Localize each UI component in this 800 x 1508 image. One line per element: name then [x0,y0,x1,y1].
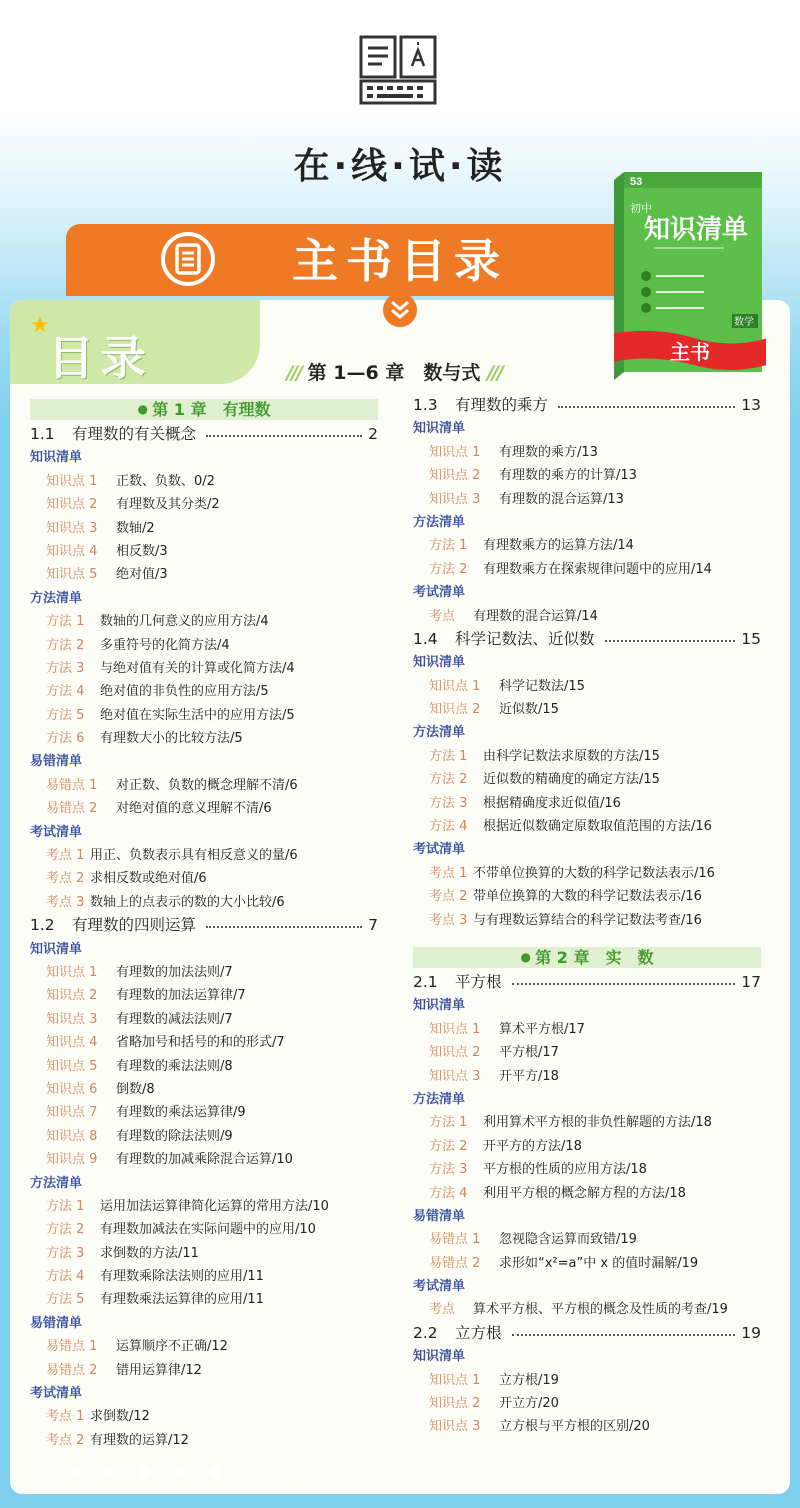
toc-entry[interactable] [30,1078,378,1101]
section-number: 2.2 [413,1323,438,1342]
category-label: 方法清单 [413,1091,466,1107]
section-number: 1.3 [413,396,438,414]
entry-label: 方法 3 [429,1162,468,1178]
entry-label: 易错点 1 [429,1232,481,1248]
toc-entry[interactable] [413,885,761,908]
entry-text: 忽视隐含运算而致错/19 [499,1232,637,1248]
toc-entry[interactable] [413,1135,761,1158]
entry-label: 知识点 3 [46,520,98,536]
dot-leader [558,406,735,408]
entry-text: 由科学记数法求原数的方法/15 [483,748,660,764]
page-dot[interactable] [140,1467,150,1477]
entry-label: 知识点 3 [46,1011,98,1027]
section-title: 有理数的四则运算 [72,916,197,935]
entry-text: 有理数加减法在实际问题中的应用/10 [100,1222,316,1238]
entry-label: 易错点 2 [46,801,98,817]
book-brand: 53 [630,176,643,188]
toc-entry[interactable] [30,774,378,797]
entry-text: 运用加法运算律简化运算的常用方法/10 [100,1198,329,1214]
entry-label: 方法 6 [46,731,85,747]
entry-text: 有理数的乘方的计算/13 [499,468,637,484]
toc-entry[interactable] [413,441,761,464]
page-number: 19 [741,1323,761,1342]
book-keyboard-icon [358,34,440,106]
entry-label: 考点 [429,1302,456,1318]
entry-label: 方法 1 [429,538,468,554]
entry-label: 知识点 4 [46,1035,98,1051]
entry-label: 考点 3 [46,894,85,910]
page-number: 13 [741,396,761,414]
entry-text: 开平方的方法/18 [483,1138,582,1154]
entry-label: 方法 1 [46,1198,85,1214]
entry-text: 有理数的混合运算/14 [473,608,598,624]
toc-entry[interactable] [413,488,761,511]
toc-left-column [30,398,378,1452]
entry-label: 方法 5 [46,1292,85,1308]
part-heading-text: 第 1—6 章 数与式 [307,362,481,384]
chapter-title: 第 1 章 有理数 [152,400,271,419]
entry-label: 考点 3 [429,912,468,928]
entry-label: 知识点 3 [429,1419,481,1435]
entry-label: 方法 4 [429,819,468,835]
entry-label: 知识点 1 [429,444,481,460]
entry-text: 有理数的运算/12 [90,1432,189,1448]
toc-entry[interactable] [30,1242,378,1265]
category-label: 方法清单 [30,1175,83,1191]
chapter-title: 第 2 章 实 数 [535,947,654,967]
toc-entry[interactable] [30,1288,378,1311]
entry-text: 开平方/18 [499,1068,559,1084]
toc-entry[interactable] [30,493,378,516]
slash-decoration: /// [286,362,302,384]
entry-label: 方法 4 [46,684,85,700]
entry-text: 有理数的混合运算/13 [499,491,624,507]
category-label: 知识清单 [30,450,83,466]
toc-entry[interactable] [413,1392,761,1415]
toc-section-row[interactable] [413,394,761,417]
page-number: 7 [368,916,378,935]
toc-entry[interactable] [30,704,378,727]
toc-entry[interactable] [413,745,761,768]
section-number: 1.1 [30,425,55,443]
toc-entry[interactable] [30,634,378,657]
entry-text: 绝对值在实际生活中的应用方法/5 [100,707,295,723]
toc-entry[interactable] [30,1218,378,1241]
toc-entry[interactable] [30,517,378,540]
chapter-heading[interactable] [30,399,378,420]
page-number: 2 [368,425,378,443]
entry-text: 算术平方根/17 [499,1021,585,1037]
section-number: 2.1 [413,972,438,991]
entry-text: 有理数的加法法则/7 [116,964,233,980]
entry-label: 知识点 3 [429,491,481,507]
pagination-dots [70,1462,245,1481]
part-heading [258,358,530,385]
section-title: 科学记数法、近似数 [455,629,595,648]
toc-entry[interactable] [30,1008,378,1031]
entry-text: 绝对值的非负性的应用方法/5 [100,684,269,700]
toc-entry[interactable] [413,1369,761,1392]
category-label: 方法清单 [30,590,83,606]
toc-entry[interactable] [30,1405,378,1428]
toc-entry[interactable] [30,891,378,914]
entry-text: 绝对值/3 [116,567,168,583]
toc-entry[interactable] [30,961,378,984]
dot-leader [206,926,362,928]
entry-text: 有理数的乘法法则/8 [116,1058,233,1074]
book-subject: 数学 [734,317,754,328]
toc-entry[interactable] [413,862,761,885]
toc-entry[interactable] [413,1298,761,1321]
toc-entry[interactable] [413,1415,761,1438]
toc-entry[interactable] [413,1228,761,1251]
toc-entry[interactable] [413,768,761,791]
slash-decoration: /// [486,362,502,384]
entry-text: 求形如“x²=a”中 x 的值时漏解/19 [499,1255,699,1271]
chevron-down-icon [382,292,418,328]
entry-text: 利用平方根的概念解方程的方法/18 [483,1185,686,1201]
page-number: 17 [741,972,761,991]
toc-entry[interactable] [30,1335,378,1358]
online-reading-title: 在·线·试·读 [293,146,507,187]
entry-text: 科学记数法/15 [499,678,585,694]
entry-text: 有理数大小的比较方法/5 [100,731,243,747]
category-label: 知识清单 [413,1349,466,1365]
entry-label: 知识点 2 [429,702,481,718]
dot-leader [512,983,736,985]
dot-leader [605,640,736,642]
entry-label: 知识点 5 [46,567,98,583]
category-label: 易错清单 [30,754,83,770]
book-cover [614,168,766,380]
entry-label: 知识点 2 [429,1045,481,1061]
entry-label: 易错点 1 [46,1339,98,1355]
entry-text: 有理数的乘法运算律/9 [116,1105,246,1121]
bullet-icon: ● [520,949,536,964]
section-title: 平方根 [455,972,502,991]
category-label: 考试清单 [30,1386,83,1402]
toc-entry[interactable] [30,1265,378,1288]
entry-label: 知识点 6 [46,1081,98,1097]
entry-label: 方法 2 [46,1222,85,1238]
dot-leader [206,435,362,437]
entry-text: 算术平方根、平方根的概念及性质的考查/19 [473,1302,728,1318]
page-dot[interactable] [70,1467,80,1477]
toc-entry[interactable] [30,867,378,890]
entry-label: 方法 5 [46,707,85,723]
toc-entry[interactable] [413,1252,761,1275]
toc-entry[interactable] [413,1041,761,1064]
category-label: 易错清单 [413,1208,466,1224]
page-dot[interactable] [175,1467,185,1477]
book-ribbon: 主书 [670,340,710,364]
entry-text: 带单位换算的大数的科学记数法表示/16 [473,889,702,905]
toc-entry[interactable] [30,657,378,680]
entry-label: 考点 1 [46,1409,85,1425]
category-label: 考试清单 [30,824,83,840]
category-label: 考试清单 [413,1279,466,1295]
entry-label: 知识点 7 [46,1105,98,1121]
entry-text: 对正数、负数的概念理解不清/6 [116,777,298,793]
entry-text: 求倒数的方法/11 [100,1245,199,1261]
entry-label: 方法 2 [429,1138,468,1154]
toc-right-column [413,394,761,1439]
entry-label: 方法 3 [46,1245,85,1261]
toc-entry[interactable] [413,1158,761,1181]
entry-text: 立方根与平方根的区别/20 [499,1419,650,1435]
entry-text: 有理数乘除法法则的应用/11 [100,1269,264,1285]
section-title: 有理数的乘方 [455,396,549,414]
entry-label: 方法 1 [429,1115,468,1131]
entry-text: 有理数乘方的运算方法/14 [483,538,634,554]
entry-label: 方法 4 [429,1185,468,1201]
toc-entry[interactable] [413,1182,761,1205]
entry-label: 知识点 2 [429,468,481,484]
entry-text: 正数、负数、0/2 [116,473,215,489]
toc-entry[interactable] [413,534,761,557]
toc-entry[interactable] [413,1065,761,1088]
toc-entry[interactable] [30,844,378,867]
book-level: 初中 [630,202,652,215]
dot-leader [512,1334,736,1336]
entry-label: 知识点 1 [429,1021,481,1037]
entry-label: 易错点 2 [46,1362,98,1378]
category-label: 易错清单 [30,1315,83,1331]
entry-label: 考点 2 [429,889,468,905]
toc-entry[interactable] [30,540,378,563]
entry-text: 多重符号的化简方法/4 [100,637,230,653]
toc-section-row[interactable] [30,914,378,937]
toc-entry[interactable] [30,1429,378,1452]
entry-label: 知识点 5 [46,1058,98,1074]
entry-text: 近似数/15 [499,702,559,718]
toc-entry[interactable] [413,1018,761,1041]
entry-text: 根据精确度求近似值/16 [483,795,621,811]
category-label: 方法清单 [413,725,466,741]
entry-label: 知识点 9 [46,1152,98,1168]
entry-text: 利用算术平方根的非负性解题的方法/18 [483,1115,712,1131]
toc-entry[interactable] [413,698,761,721]
entry-text: 数轴的几何意义的应用方法/4 [100,614,269,630]
category-label: 考试清单 [413,842,466,858]
toc-entry[interactable] [413,815,761,838]
entry-label: 方法 4 [46,1269,85,1285]
category-label: 考试清单 [413,585,466,601]
toc-entry[interactable] [30,1101,378,1124]
entry-label: 知识点 2 [46,497,98,513]
star-icon: ★ [30,313,50,338]
bullet-icon: ● [137,402,153,416]
toc-entry[interactable] [30,1125,378,1148]
entry-label: 易错点 2 [429,1255,481,1271]
category-label: 知识清单 [413,998,466,1014]
category-label: 知识清单 [30,941,83,957]
entry-label: 知识点 3 [429,1068,481,1084]
toc-entry[interactable] [30,1195,378,1218]
toc-entry[interactable] [30,1148,378,1171]
entry-label: 方法 2 [429,561,468,577]
entry-label: 考点 2 [46,1432,85,1448]
entry-text: 有理数的加法运算律/7 [116,988,246,1004]
toc-section-row[interactable] [413,628,761,651]
page-number: 15 [741,629,761,648]
entry-label: 方法 2 [46,637,85,653]
entry-text: 近似数的精确度的确定方法/15 [483,772,660,788]
entry-text: 求倒数/12 [90,1409,150,1425]
entry-label: 易错点 1 [46,777,98,793]
entry-text: 有理数乘方在探索规律问题中的应用/14 [483,561,712,577]
spacer [413,932,761,946]
toc-entry[interactable] [30,797,378,820]
entry-text: 立方根/19 [499,1372,559,1388]
toc-section-row[interactable] [413,1322,761,1345]
toc-entry[interactable] [30,1055,378,1078]
entry-text: 相反数/3 [116,543,168,559]
entry-label: 知识点 1 [429,678,481,694]
entry-label: 考点 1 [429,865,468,881]
toc-entry[interactable] [30,470,378,493]
page-dot[interactable] [210,1467,220,1477]
entry-text: 数轴上的点表示的数的大小比较/6 [90,894,285,910]
toc-entry[interactable] [413,605,761,628]
entry-text: 与有理数运算结合的科学记数法考查/16 [473,912,702,928]
entry-label: 考点 2 [46,871,85,887]
category-label: 知识清单 [413,421,466,437]
entry-text: 求相反数或绝对值/6 [90,871,207,887]
entry-label: 方法 3 [429,795,468,811]
chapter-heading[interactable] [413,947,761,968]
entry-label: 知识点 2 [46,988,98,1004]
entry-text: 有理数及其分类/2 [116,497,220,513]
entry-label: 方法 3 [46,660,85,676]
section-title: 立方根 [455,1323,502,1342]
entry-text: 倒数/8 [116,1081,155,1097]
entry-text: 有理数乘法运算律的应用/11 [100,1292,264,1308]
banner-title: 主书目录 [292,234,508,288]
entry-text: 有理数的除法法则/9 [116,1128,233,1144]
section-number: 1.4 [413,629,438,648]
toc-entry[interactable] [413,792,761,815]
entry-text: 有理数的加减乘除混合运算/10 [116,1152,293,1168]
toc-section-row[interactable] [413,971,761,994]
entry-text: 平方根/17 [499,1045,559,1061]
entry-label: 知识点 2 [429,1396,481,1412]
entry-text: 根据近似数确定原数取值范围的方法/16 [483,819,712,835]
entry-label: 考点 1 [46,848,85,864]
toc-entry[interactable] [30,984,378,1007]
entry-text: 不带单位换算的大数的科学记数法表示/16 [473,865,715,881]
toc-entry[interactable] [413,909,761,932]
entry-text: 有理数的减法法则/7 [116,1011,233,1027]
toc-entry[interactable] [413,464,761,487]
entry-text: 有理数的乘方/13 [499,444,598,460]
entry-text: 省略加号和括号的和的形式/7 [116,1035,285,1051]
entry-text: 用正、负数表示具有相反意义的量/6 [90,848,298,864]
entry-label: 方法 1 [46,614,85,630]
toc-entry[interactable] [30,680,378,703]
toc-entry[interactable] [30,727,378,750]
wave-decoration: 〰〰 [284,1462,336,1497]
entry-text: 错用运算律/12 [116,1362,202,1378]
entry-text: 平方根的性质的应用方法/18 [483,1162,647,1178]
entry-text: 运算顺序不正确/12 [116,1339,228,1355]
entry-label: 考点 [429,608,456,624]
entry-label: 知识点 8 [46,1128,98,1144]
entry-label: 方法 2 [429,772,468,788]
toc-tab-title: 目录 [48,331,152,385]
entry-text: 数轴/2 [116,520,155,536]
entry-label: 知识点 1 [429,1372,481,1388]
document-icon [160,231,216,287]
toc-entry[interactable] [413,558,761,581]
toc-entry[interactable] [30,563,378,586]
toc-section-row[interactable] [30,423,378,446]
page-dot[interactable] [105,1467,115,1477]
toc-entry[interactable] [30,1359,378,1382]
entry-label: 知识点 4 [46,543,98,559]
entry-text: 对绝对值的意义理解不清/6 [116,801,272,817]
toc-entry[interactable] [413,1111,761,1134]
entry-text: 与绝对值有关的计算或化简方法/4 [100,660,295,676]
toc-entry[interactable] [30,610,378,633]
entry-label: 知识点 1 [46,473,98,489]
book-title: 知识清单 [644,215,749,245]
toc-entry[interactable] [30,1031,378,1054]
category-label: 知识清单 [413,655,466,671]
section-title: 有理数的有关概念 [72,425,197,443]
entry-label: 知识点 1 [46,964,98,980]
entry-text: 开立方/20 [499,1396,559,1412]
entry-label: 方法 1 [429,748,468,764]
section-number: 1.2 [30,916,55,935]
toc-entry[interactable] [413,675,761,698]
category-label: 方法清单 [413,514,466,530]
